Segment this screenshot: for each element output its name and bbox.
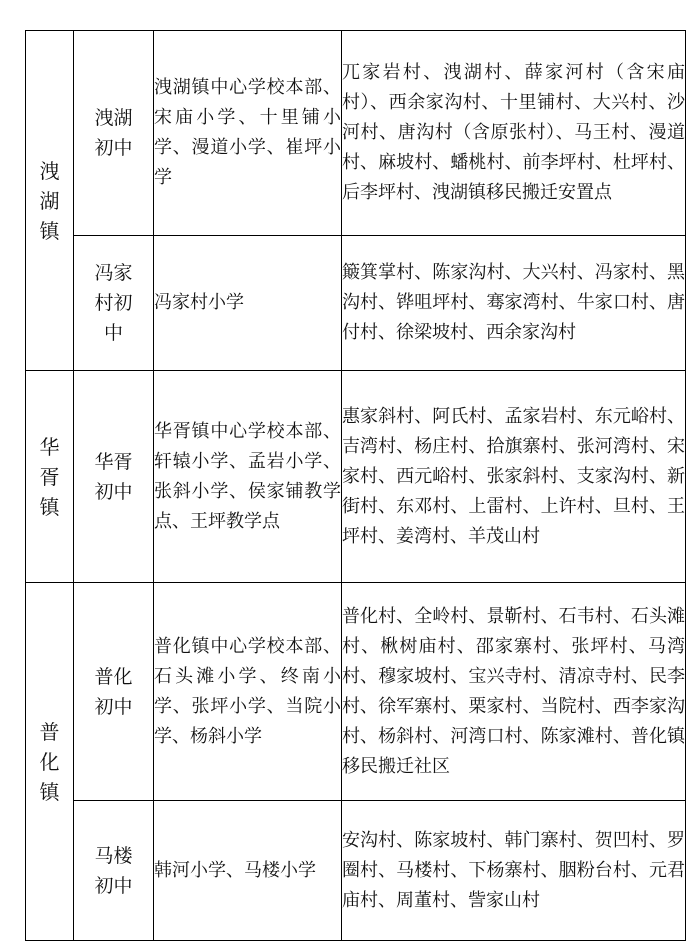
villages-cell: 普化村、全岭村、景靳村、石韦村、石头滩村、楸树庙村、邵家寨村、张坪村、马湾村、穆家坡村、宝兴寺村、清凉寺村、民李村、徐军寨村、栗家村、当院村、西李家沟村、杨斜村、河湾口村、陈家滩村、普化镇移民搬迁社区: [342, 583, 686, 801]
middle-school-cell: [74, 371, 154, 583]
primary-schools-cell: 普化镇中心学校本部、石头滩小学、终南小学、张坪小学、当院小学、杨斜小学: [154, 583, 342, 801]
villages-cell: 安沟村、陈家坡村、韩门寨村、贺凹村、罗圈村、马楼村、下杨寨村、胭粉台村、元君庙村、周董村、訾家山村: [342, 801, 686, 941]
town-name: 华胥镇: [39, 434, 60, 519]
primary-schools-cell: 冯家村小学: [154, 236, 342, 371]
table-row: [26, 236, 686, 371]
middle-school-name: 洩湖初中: [94, 107, 133, 159]
middle-school-name: 华胥初中: [94, 450, 133, 503]
school-district-table: [25, 30, 686, 941]
middle-school-cell: [74, 236, 154, 371]
town-cell: [26, 583, 74, 941]
town-name: 普化镇: [39, 719, 60, 804]
primary-schools-cell: 韩河小学、马楼小学: [154, 801, 342, 941]
primary-schools-cell: 华胥镇中心学校本部、轩辕小学、孟岩小学、张斜小学、侯家铺教学点、王坪教学点: [154, 371, 342, 583]
middle-school-cell: [74, 801, 154, 941]
middle-school-name: 马楼初中: [94, 844, 133, 897]
table-row: [26, 371, 686, 583]
middle-school-name: 普化初中: [94, 665, 133, 718]
middle-school-cell: [74, 31, 154, 236]
middle-school-name: 冯家村初中: [94, 262, 133, 344]
town-name: 洩湖镇: [39, 158, 60, 243]
middle-school-cell: [74, 583, 154, 801]
table-row: [26, 31, 686, 236]
town-cell: [26, 31, 74, 371]
villages-cell: 兀家岩村、洩湖村、薛家河村（含宋庙村）、西余家沟村、十里铺村、大兴村、沙河村、唐沟村（含原张村）、马王村、漫道村、麻坡村、蟠桃村、前李坪村、杜坪村、后李坪村、洩湖镇移民搬迁安置点: [342, 31, 686, 236]
villages-cell: 惠家斜村、阿氏村、孟家岩村、东元峪村、吉湾村、杨庄村、拾旗寨村、张河湾村、宋家村、西元峪村、张家斜村、支家沟村、新街村、东邓村、上雷村、上许村、旦村、王坪村、姜湾村、羊茂山村: [342, 371, 686, 583]
town-cell: [26, 371, 74, 583]
table-row: [26, 801, 686, 941]
table-row: [26, 583, 686, 801]
villages-cell: 簸箕掌村、陈家沟村、大兴村、冯家村、黑沟村、铧咀坪村、骞家湾村、牛家口村、唐付村、徐梁坡村、西余家沟村: [342, 236, 686, 371]
primary-schools-cell: 洩湖镇中心学校本部、宋庙小学、十里铺小学、漫道小学、崔坪小学: [154, 31, 342, 236]
